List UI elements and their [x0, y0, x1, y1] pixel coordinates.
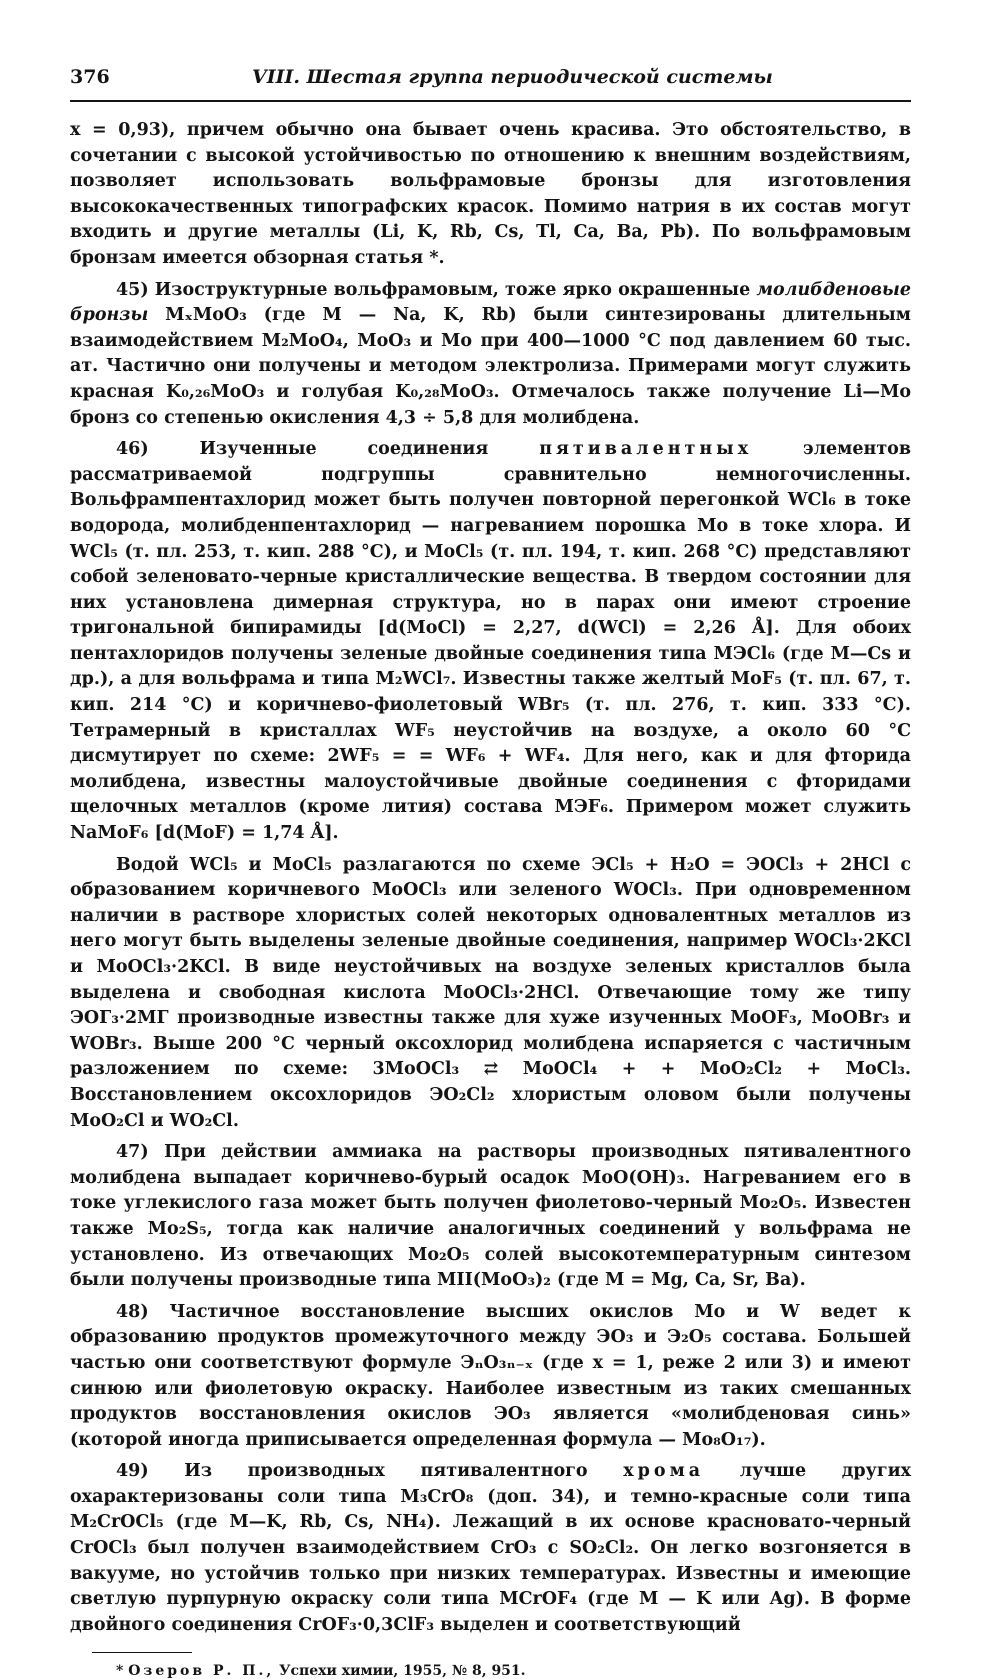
- paragraph-46: [70, 437, 911, 847]
- page-number: 376: [70, 66, 110, 88]
- footnote-divider: [92, 1652, 192, 1653]
- italic-term: молибденовые бронзы: [70, 279, 911, 326]
- paragraph-46-rest: элементов рассматриваемой подгруппы сравнительно немногочисленны. Вольфрампентахлорид может быть получен повторной перегонкой WCl₆ в токе водорода, молибденпентахлорид — нагреванием порошка Mo в токе хлора. И WCl₅ (т. пл. 253, т. кип. 288 °С), и MoCl₅ (т. пл. 194, т. кип. 268 °С) представляют собой зеленовато-черные кристаллические вещества. В твердом состоянии для них установлена димерная структура, но в парах они имеют строение тригональной бипирамиды [d(MoCl) = 2,27, d(WCl) = 2,26 Å]. Для обоих пентахлоридов получены зеленые двойные соединения типа MЭCl₆ (где M—Cs и др.), а для вольфрама и типа M₂WCl₇. Известны также желтый MoF₅ (т. пл. 67, т. кип. 214 °С) и коричнево-фиолетовый WBr₅ (т. пл. 276, т. кип. 333 °С). Тетрамерный в кристаллах WF₅ неустойчив на воздухе, а около 60 °С дисмутирует по схеме: 2WF₅ = = WF₆ + WF₄. Для него, как и для фторида молибдена, известны малоустойчивые двойные соединения с фторидами щелочных металлов (кроме лития) состава MЭF₆. Примером может служить NaMoF₆ [d(MoF) = 1,74 Å].: [70, 439, 911, 844]
- footnote-author: Озеров Р. П.,: [128, 1663, 275, 1679]
- paragraph-48: 48) Частичное восстановление высших окислов Mo и W ведет к образованию продуктов промежуточного между ЭO₃ и Э₂O₅ состава. Большей частью они соответствуют формуле ЭₙO₃ₙ₋ₓ (где x = 1, реже 2 или 3) и имеют синюю или фиолетовую окраску. Наиболее известным из таких смешанных продуктов восстановления окислов ЭO₃ является «молибденовая синь» (которой иногда приписывается определенная формула — Mo₈O₁₇).: [70, 1301, 911, 1450]
- paragraph-hydrolysis: Водой WCl₅ и MoCl₅ разлагаются по схеме ЭCl₅ + H₂O = ЭOCl₃ + 2HCl с образованием коричневого MoOCl₃ или зеленого WOCl₃. При одновременном наличии в растворе хлористых солей некоторых одновалентных металлов из него могут быть выделены зеленые двойные соединения, например WOCl₃·2KCl и MoOCl₃·2KCl. В виде неустойчивых на воздухе зеленых кристаллов была выделена и свободная кислота MoOCl₃·2HCl. Отвечающие тому же типу ЭOГ₃·2MГ производные известны также для хуже изученных MoOF₃, MoOBr₃ и WOBr₃. Выше 200 °С черный оксохлорид молибдена испаряется с частичным разложением по схеме: 3MoOCl₃ ⇄ MoOCl₄ + + MoO₂Cl₂ + MoCl₃. Восстановлением оксохлоридов ЭO₂Cl₂ хлористым оловом были получены MoO₂Cl и WO₂Cl.: [70, 854, 911, 1131]
- paragraph-49-start: 49) Из производных пятивалентного: [116, 1461, 624, 1482]
- page: [70, 0, 911, 1679]
- paragraph-45-rest: MₓMoO₃ (где M — Na, K, Rb) были синтезированы длительным взаимодействием M₂MoO₄, MoO₃ и Mo при 400—1000 °С под давлением 60 тыс. ат. Частично они получены и методом электролиза. Примерами могут служить красная K₀,₂₆MoO₃ и голубая K₀,₂₈MoO₃. Отмечалось также получение Li—Mo бронз со степенью окисления 4,3 ÷ 5,8 для молибдена.: [70, 305, 911, 428]
- paragraph-continuation: x = 0,93), причем обычно она бывает очень красива. Это обстоятельство, в сочетании с высокой устойчивостью по отношению к внешним воздействиям, позволяет использовать вольфрамовые бронзы для изготовления высококачественных типографских красок. Помимо натрия в их состав могут входить и другие металлы (Li, K, Rb, Cs, Tl, Ca, Ba, Pb). По вольфрамовым бронзам имеется обзорная статья *.: [70, 120, 911, 268]
- paragraph-49: [70, 1459, 911, 1638]
- running-header: [70, 66, 911, 102]
- spaced-term: пятивалентных: [539, 439, 753, 460]
- body-text: [70, 118, 911, 1638]
- footnote-marker: *: [116, 1663, 124, 1679]
- paragraph-46-start: 46) Изученные соединения: [116, 439, 540, 460]
- paragraph-45: [70, 278, 911, 432]
- paragraph-49-rest: лучше других охарактеризованы соли типа M₃CrO₈ (доп. 34), и темно-красные соли типа M₂CrOCl₅ (где M—K, Rb, Cs, NH₄). Лежащий в их основе красновато-черный CrOCl₃ был получен взаимодействием CrO₃ с SO₂Cl₂. Он легко возгоняется в вакууме, но устойчив только при низких температурах. Известны и имеющие светлую пурпурную окраску соли типа MCrOF₄ (где M — K или Ag). В форме двойного соединения CrOF₃·0,3ClF₃ выделен и соответствующий: [70, 1461, 911, 1635]
- paragraph-45-start: 45) Изоструктурные вольфрамовым, тоже ярко окрашенные: [116, 279, 757, 300]
- footnote-citation: Успехи химии, 1955, № 8, 951.: [279, 1663, 526, 1679]
- footnote: [116, 1663, 911, 1679]
- spaced-term: хрома: [623, 1461, 705, 1482]
- paragraph-47: 47) При действии аммиака на растворы производных пятивалентного молибдена выпадает коричнево-бурый осадок MoO(OH)₃. Нагреванием его в токе углекислого газа может быть получен фиолетово-черный Mo₂O₅. Известен также Mo₂S₅, тогда как наличие аналогичных соединений у вольфрама не установлено. Из отвечающих Mo₂O₅ солей высокотемпературным синтезом были получены производные типа MII(MoO₃)₂ (где M = Mg, Ca, Sr, Ba).: [70, 1142, 911, 1291]
- running-title: VIII. Шестая группа периодической системы: [252, 66, 773, 88]
